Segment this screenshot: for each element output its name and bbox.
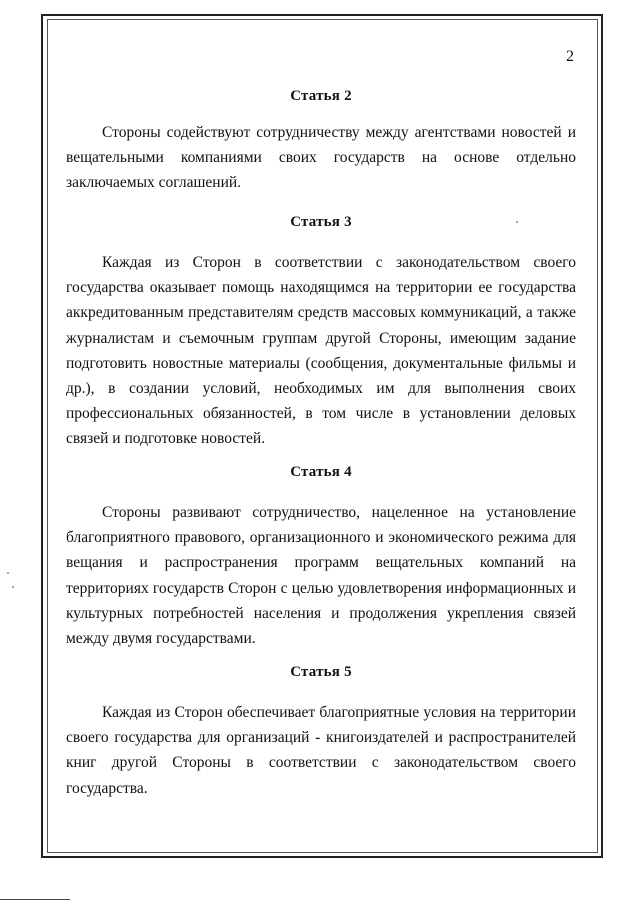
article-2-heading: Статья 2 <box>290 88 352 104</box>
scan-speck <box>516 221 518 223</box>
article-3-heading: Статья 3 <box>290 214 352 230</box>
page-number: 2 <box>566 48 574 65</box>
article-5-heading: Статья 5 <box>290 664 352 680</box>
article-3-text: Каждая из Сторон в соответствии с законодательством своего государства оказывает помощь находящимся на территории ее государства аккредитованным представителям средств массовых коммуникаций, а также журналистам и съемочным группам другой Стороны, имеющим задание подготовить новостные материалы (сообщения, документальные фильмы и др.), в создании условий, необходимых им для выполнения своих профессиональных обязанностей, в том числе в установлении деловых связей и подготовке новостей. <box>66 254 576 448</box>
scan-speck <box>12 586 14 588</box>
article-5-text: Каждая из Сторон обеспечивает благоприятные условия на территории своего государства для организаций - книгоиздателей и распространителей книг другой Стороны в соответствии с законодательством своего государства. <box>66 704 576 797</box>
document-page <box>66 40 576 840</box>
article-4-heading: Статья 4 <box>290 464 352 480</box>
article-4-text: Стороны развивают сотрудничество, нацеленное на установление благоприятного правового, организационного и экономического режима для вещания и распространения программ вещательных компаний на территориях государств Сторон с целью удовлетворения информационных и культурных потребностей населения и продолжения укрепления связей между двумя государствами. <box>66 504 576 648</box>
scan-edge-line <box>0 899 70 900</box>
scan-speck <box>7 572 9 574</box>
article-2-text: Стороны содействуют сотрудничеству между агентствами новостей и вещательными компаниями своих государств на основе отдельно заключаемых соглашений. <box>66 124 576 192</box>
